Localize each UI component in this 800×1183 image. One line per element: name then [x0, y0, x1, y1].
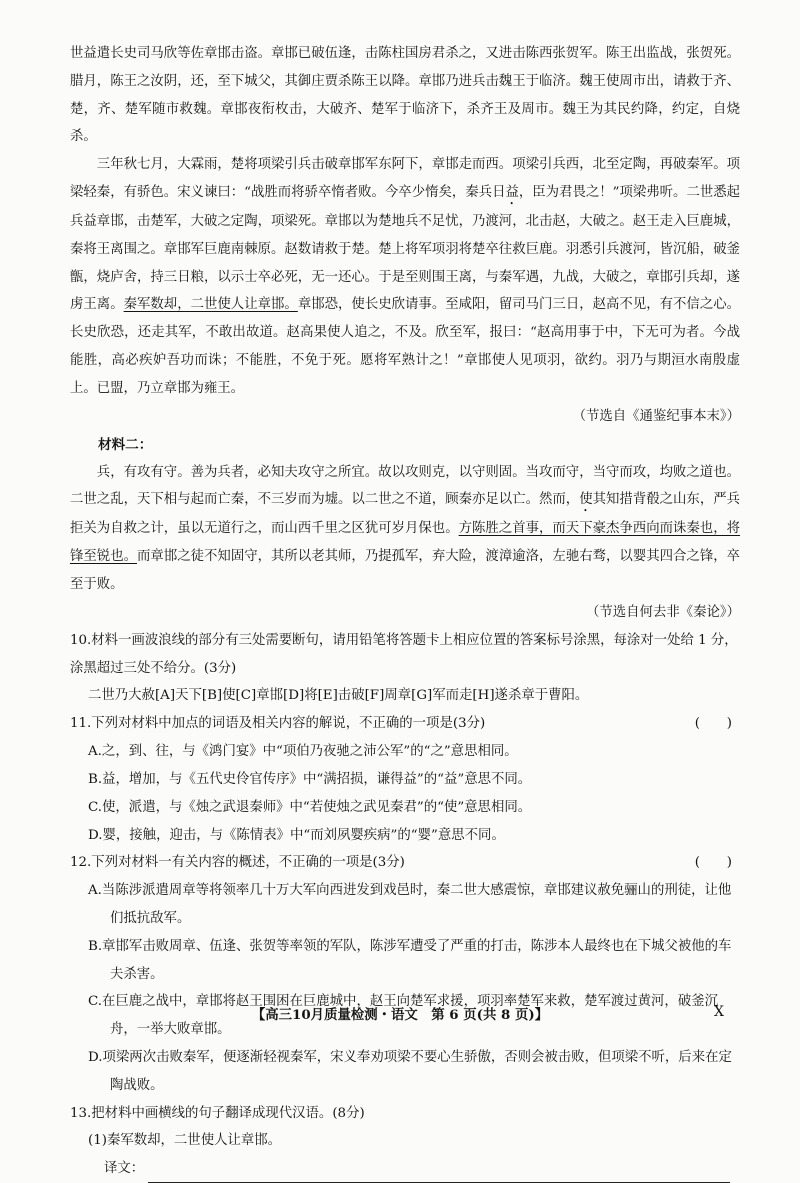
- q11-option-c: C.使，派遣，与《烛之武退秦师》中“若使烛之武见秦君”的“使”意思相同。: [88, 799, 532, 815]
- material1-para2-start: 三年秋七月，大霖雨，楚将项梁引兵击破章邯军东阿下，章邯走而西。项梁引兵西，北至定陶，再破秦军。项梁: [70, 157, 740, 200]
- material1-para2: [70, 151, 740, 402]
- material1-para2-end: 章邯恐，使长史欣请事。至咸阳，留司马门三日，赵高不见，有不信之心。长史欣恐，还走其军，不敢出故道。赵高果使人追之，不及。欣至军，报曰：“赵高用事于中，下无可为者。今战能胜，高必疾妒吾功而诛；不能胜，不免于死。愿将军熟计之！”章邯使人见项羽，欲约。羽乃与期洹水南殷虚上。已盟，乃立章邯为雍王。: [70, 297, 741, 396]
- question-13-sub1: (1)秦军数却，二世使人让章邯。: [88, 1133, 282, 1149]
- underlined-sentence-1: 秦军数却，二世使人让章邯。: [123, 297, 298, 313]
- material2-text-1: 兵，有攻有守。善为兵者，必知夫攻守之所宜。故以攻则克，以守则固。当攻而守，当守而攻，均败之道也。二世之乱，天下相与起而亡秦，不三岁而为墟。以二世之不道，顾秦亦足以亡。然而，: [70, 464, 740, 508]
- material2-source: （节选自何去非《秦论》）: [586, 604, 740, 620]
- material1-para1: 世益遣长史司马欣等佐章邯击盗。章邯已破伍逢，击陈柱国房君杀之，又进击陈西张贺军。陈王出监战，张贺死。腊月，陈王之汝阴，还，至下城父，其御庄贾杀陈王以降。章邯乃进兵击魏王于临济。魏王使周市出，请救于齐、楚，齐、楚军随市救魏。章邯夜衔枚击，大破齐、楚军于临济下，杀齐王及周市。魏王为其民约降，约定，自烧杀。: [70, 46, 740, 145]
- material2-text-3: 而章邯之徒不知固守，其所以老其师，乃提孤军，弃大险，渡漳逾洛，左驰右骛，以婴其四合之锋，卒至于败。: [70, 549, 741, 592]
- material2-label: 材料二：: [98, 436, 153, 453]
- q11-option-a: A.之，到、往，与《鸿门宴》中“项伯乃夜驰之沛公军”的“之”意思相同。: [88, 744, 518, 760]
- material1-para2-text-cont: ，臣为君畏之！”项梁弗听。二世悉起兵益章邯，击楚军，大破之定陶，项梁死。章邯以为楚地兵不足忧，乃渡河，北击赵，大破之。赵王走入巨鹿城，秦将王离围之。章邯军巨鹿南棘原。赵数请救于楚。楚上将军项羽将楚卒往救巨鹿。羽悉引兵渡河，皆沉船，破釜甑，烧庐舍，持三日粮，以示士卒必死，无一还心。于是至则围王离，与秦军遇，九战，大破之，章邯引兵却，遂虏王离。: [70, 184, 741, 313]
- material2-para: [70, 459, 740, 599]
- q12-option-b: B.章邯军击败周章、伍逢、张贺等率领的军队，陈涉军遭受了严重的打击，陈涉本人最终也在下城父被他的车夫杀害。: [88, 938, 732, 982]
- page-footer: 【高三10月质量检测・语文 第 6 页(共 8 页)】: [251, 1007, 549, 1023]
- answer-bracket-12: ( ): [694, 855, 732, 871]
- material1-para2-text: 轻秦，有骄色。宋义谏曰：“战胜而将骄卒惰者败。今卒少惰矣，秦兵日: [83, 184, 506, 200]
- translation-answer-blank[interactable]: [148, 1164, 730, 1183]
- question-11-stem: [70, 710, 740, 738]
- question-12-stem: [70, 849, 740, 877]
- question-11-text: 11.下列对材料中加点的词语及相关内容的解说，不正确的一项是(3分): [70, 716, 486, 732]
- q11-option-d: D.婴，接触，迎击，与《陈情表》中“而刘夙婴疾病”的“婴”意思不同。: [88, 827, 505, 843]
- footer-mark: X: [714, 1004, 724, 1020]
- translation-line: [70, 1155, 740, 1183]
- q12-option-c: C.在巨鹿之战中，章邯将赵王围困在巨鹿城中，赵王向楚军求援，项羽率楚军来救，楚军渡过黄河，破釜沉舟，一举大败章邯。: [88, 994, 718, 1038]
- dotted-word-shi: 使: [579, 492, 593, 508]
- translation-label: 译文：: [104, 1161, 145, 1177]
- q12-option-a: A.当陈涉派遣周章等将领率几十万大军向西进发到戏邑时，秦二世大感震惊，章邯建议赦免骊山的刑徒，让他们抵抗敌军。: [88, 883, 732, 926]
- question-10-sentence: 二世乃大赦[A]天下[B]使[C]章邯[D]将[E]击破[F]周章[G]军而走[H]遂杀章于曹阳。: [88, 688, 589, 704]
- question-12-text: 12.下列对材料一有关内容的概述，不正确的一项是(3分): [70, 855, 405, 871]
- question-13: 13.把材料中画横线的句子翻译成现代汉语。(8分): [70, 1105, 365, 1121]
- material1-source: （节选自《通鉴纪事本末》）: [572, 408, 740, 424]
- underlined-sentence-2: 方陈胜之首事，而天下豪杰争西向而诛秦也，将锋至锐也。: [70, 521, 741, 565]
- question-10: 10.材料一画波浪线的部分有三处需要断句，请用铅笔将答题卡上相应位置的答案标号涂黑，每涂对一处给 1 分，涂黑超过三处不给分。(3分): [70, 632, 738, 676]
- q12-option-d: D.项梁两次击败秦军，便逐渐轻视秦军，宋义奉劝项梁不要心生骄傲，否则会被击败，但项梁不听，后来在定陶战败。: [88, 1049, 732, 1093]
- dotted-word-yi: 益: [505, 184, 519, 200]
- q11-option-b: B.益，增加，与《五代史伶官传序》中“满招损，谦得益”的“益”意思不同。: [88, 771, 532, 787]
- answer-bracket-11: ( ): [694, 716, 732, 732]
- material2-text-2: 其知措背殽之山东，严兵拒关为自救之计，虽以无道行之，而山西千里之区犹可岁月保也。: [70, 492, 741, 537]
